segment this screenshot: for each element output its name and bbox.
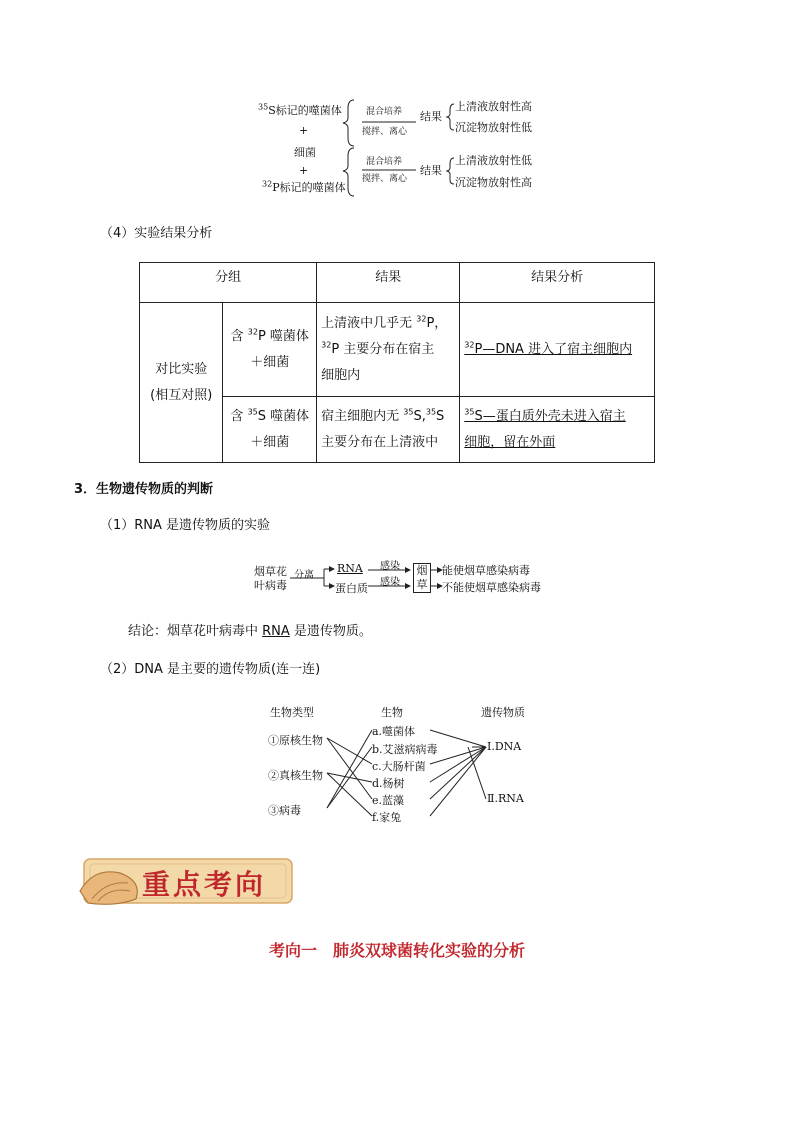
tmv-label: 烟草花 [254, 565, 287, 578]
tmv-arrows [288, 560, 448, 596]
process-label: 搅拌、离心 [362, 174, 408, 184]
phage-s35-label: $^{35}$S标记的噬菌体 [258, 102, 342, 117]
result-text: 上清液放射性低 [455, 154, 532, 167]
result-text: 沉淀物放射性低 [455, 121, 532, 134]
result-text: 沉淀物放射性高 [455, 176, 532, 189]
separate-label: 分离 [294, 570, 314, 581]
group-cell: 对比实验 (相互对照) [140, 303, 223, 463]
conclusion-text: 结论：烟草花叶病毒中 RNA 是遗传物质。 [128, 624, 372, 639]
process-label: 搅拌、离心 [362, 127, 408, 137]
process-label: 混合培养 [366, 157, 403, 167]
organism-item: e.蓝藻 [372, 794, 405, 807]
result-label: 结果 [420, 164, 442, 177]
analysis-cell: $^{32}$P—DNA 进入了宿主细胞内 [460, 303, 655, 397]
result-table [139, 262, 655, 463]
column-title: 遗传物质 [481, 706, 525, 719]
material-item: Ⅰ.DNA [487, 740, 522, 753]
organism-item: a.噬菌体 [372, 725, 416, 738]
infect-label: 感染 [380, 561, 400, 572]
result-cell: 宿主细胞内无 $^{35}$S,$^{35}$S 主要分布在上清液中 [317, 397, 460, 463]
group-cell: 含 $^{35}$S 噬菌体 ＋细菌 [223, 397, 317, 463]
section-heading: （4）实验结果分析 [100, 226, 213, 241]
section-heading: 3．生物遗传物质的判断 [74, 482, 214, 497]
result-text: 上清液放射性高 [455, 100, 532, 113]
key-topics-banner [76, 853, 296, 908]
organism-item: b.艾滋病病毒 [372, 743, 438, 756]
organism-item: c.大肠杆菌 [372, 760, 426, 773]
plus-sign: + [299, 124, 309, 137]
topic-title: 考向一 肺炎双球菌转化实验的分析 [268, 941, 525, 960]
material-item: Ⅱ.RNA [487, 792, 524, 805]
organism-item: d.杨树 [372, 777, 405, 790]
plus-sign: + [299, 164, 309, 177]
analysis-cell: $^{35}$S—蛋白质外壳未进入宿主 细胞，留在外面 [460, 397, 655, 463]
subsection-heading: （2）DNA 是主要的遗传物质(连一连) [100, 662, 321, 677]
tmv-label: 叶病毒 [254, 579, 287, 592]
group-cell: 含 $^{32}$P 噬菌体 ＋细菌 [223, 303, 317, 397]
rna-label: RNA [337, 562, 363, 575]
type-item: ①原核生物 [268, 734, 323, 747]
process-label: 混合培养 [366, 107, 403, 117]
table-header: 结果分析 [460, 263, 655, 303]
outcome-text: 能使烟草感染病毒 [442, 564, 530, 577]
column-title: 生物类型 [270, 706, 314, 719]
infect-label: 感染 [380, 577, 400, 588]
banner-title: 重点考向 [142, 868, 267, 901]
outcome-text: 不能使烟草感染病毒 [442, 581, 541, 594]
type-item: ②真核生物 [268, 769, 323, 782]
tobacco-box: 烟 草 [413, 563, 431, 593]
phage-p32-label: $^{32}$P标记的噬菌体 [262, 179, 346, 194]
result-cell: 上清液中几乎无 $^{32}$P， $^{32}$P 主要分布在宿主 细胞内 [317, 303, 460, 397]
result-label: 结果 [420, 110, 442, 123]
organism-item: f.家兔 [372, 811, 402, 824]
subsection-heading: （1）RNA 是遗传物质的实验 [100, 518, 271, 533]
type-item: ③病毒 [268, 804, 301, 817]
table-header: 分组 [140, 263, 317, 303]
table-header: 结果 [317, 263, 460, 303]
matching-lines [320, 720, 490, 830]
column-title: 生物 [381, 706, 403, 719]
protein-label: 蛋白质 [335, 582, 368, 595]
bacteria-label: 细菌 [294, 146, 316, 159]
